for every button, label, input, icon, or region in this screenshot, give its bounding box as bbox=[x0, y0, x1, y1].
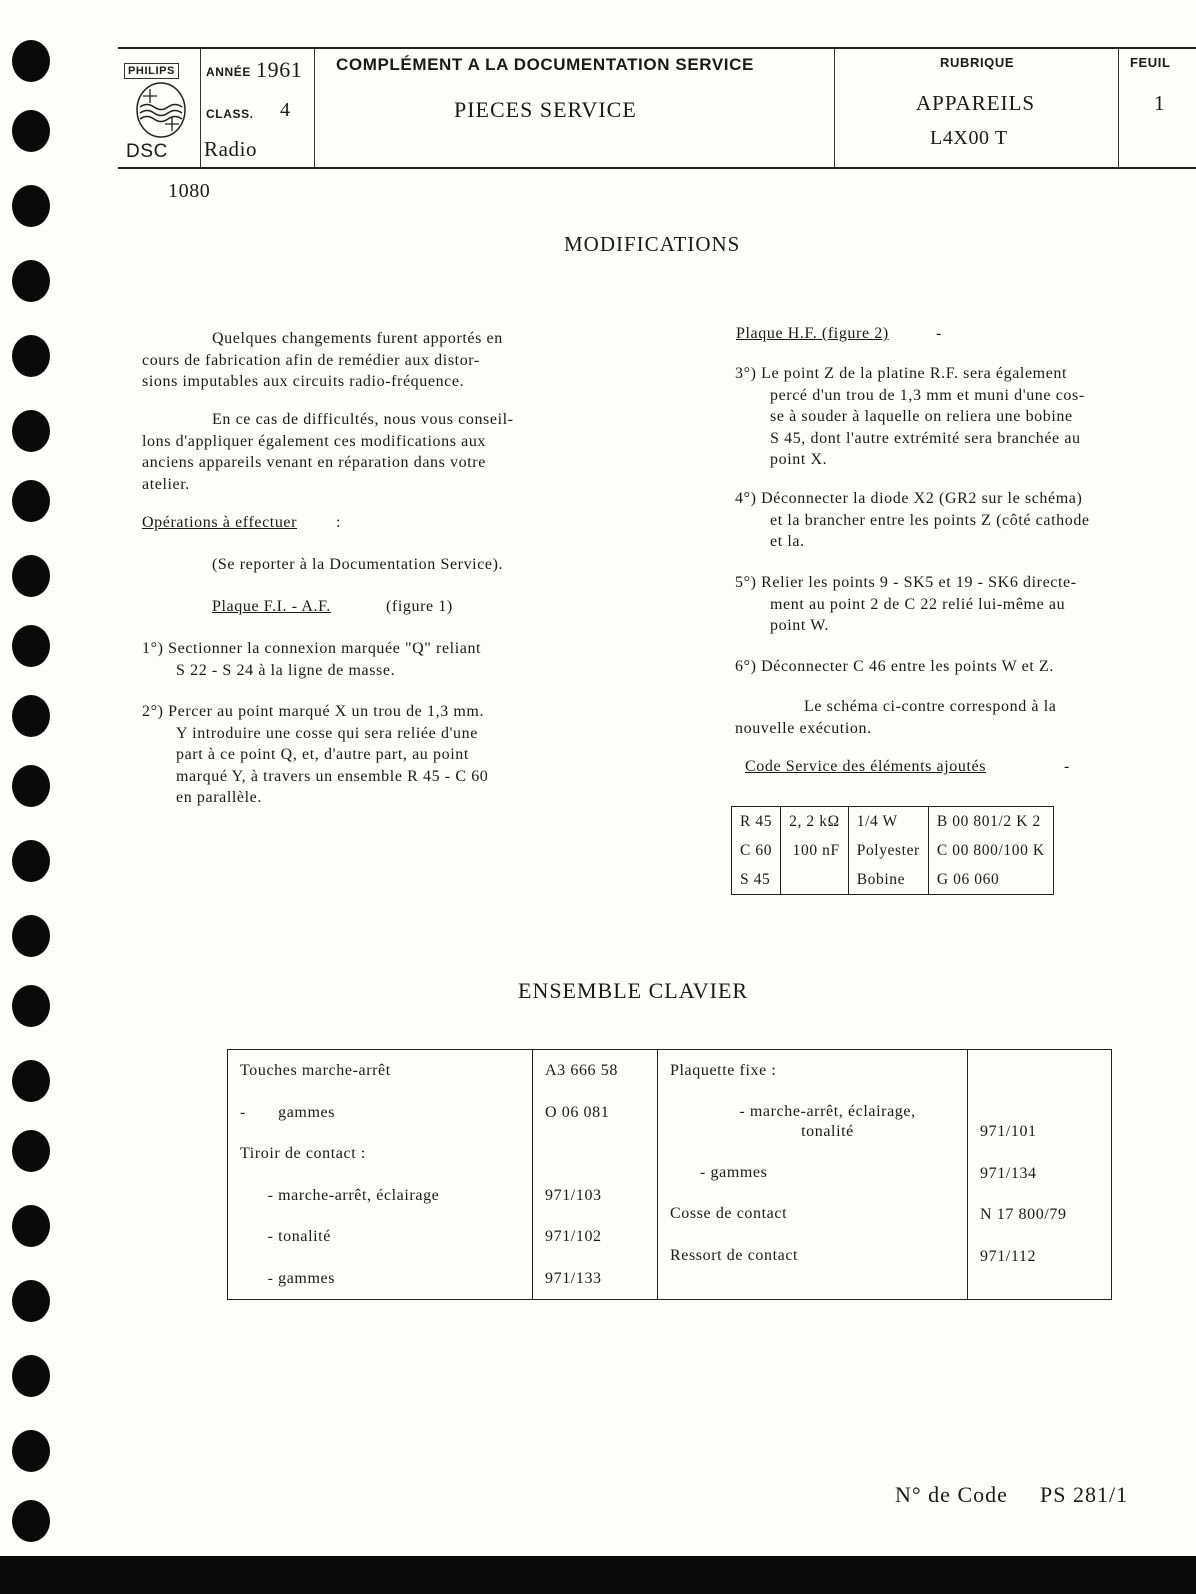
operations-colon: : bbox=[336, 514, 342, 531]
ref-number: 1080 bbox=[168, 180, 211, 202]
table-cell: N 17 800/79 bbox=[980, 1206, 1067, 1223]
binder-hole bbox=[12, 1500, 50, 1542]
table-cell: Touches marche-arrêt bbox=[240, 1062, 391, 1079]
ensemble-title: ENSEMBLE CLAVIER bbox=[518, 978, 749, 1003]
intro-paragraph: Quelques changements furent apportés en bbox=[212, 330, 503, 347]
binder-hole bbox=[12, 1130, 50, 1172]
plaque-hf-heading: Plaque H.F. (figure 2) bbox=[736, 325, 889, 342]
table-cell: 971/133 bbox=[545, 1269, 602, 1287]
table-cell: 971/134 bbox=[980, 1164, 1037, 1182]
table-cell: Ressort de contact bbox=[670, 1246, 799, 1264]
operations-reference: (Se reporter à la Documentation Service). bbox=[212, 556, 504, 573]
binder-hole bbox=[12, 40, 50, 82]
binder-hole bbox=[12, 840, 50, 882]
table-cell: 971/101 bbox=[980, 1122, 1037, 1140]
table-cell bbox=[980, 1050, 1099, 1092]
binder-hole bbox=[12, 1430, 50, 1472]
schema-note: Le schéma ci-contre correspond à la bbox=[804, 698, 1057, 715]
table-cell: Plaquette fixe : bbox=[670, 1062, 777, 1079]
binder-hole bbox=[12, 1280, 50, 1322]
class-value: 4 bbox=[280, 99, 291, 121]
binder-hole bbox=[12, 915, 50, 957]
feuil-value: 1 bbox=[1154, 91, 1166, 115]
table-cell: - gammes bbox=[700, 1163, 768, 1181]
table-cell: O 06 081 bbox=[545, 1103, 610, 1121]
step-4: et la brancher entre les points Z (côté cathode bbox=[770, 511, 1090, 529]
table-cell: 100 nF bbox=[781, 836, 849, 865]
table-row bbox=[732, 807, 1054, 837]
step-2: part à ce point Q, et, d'autre part, au point bbox=[176, 746, 469, 763]
table-cell: A3 666 58 bbox=[545, 1062, 618, 1079]
binder-hole bbox=[12, 1205, 50, 1247]
binder-hole bbox=[12, 695, 50, 737]
table-cell: - gammes bbox=[240, 1103, 336, 1121]
table-cell: Polyester bbox=[848, 836, 928, 865]
header-block bbox=[118, 47, 1196, 169]
step-3: se à souder à laquelle on reliera une bobine bbox=[770, 408, 1073, 425]
table-cell: - marche-arrêt, éclairage, bbox=[739, 1102, 916, 1120]
table-cell: 971/112 bbox=[980, 1247, 1037, 1265]
step-3: point X. bbox=[770, 451, 828, 468]
binder-hole bbox=[12, 555, 50, 597]
binder-hole bbox=[12, 110, 50, 152]
table-cell: Tiroir de contact : bbox=[240, 1145, 366, 1162]
dsc-label: DSC bbox=[126, 141, 168, 162]
step-2: en parallèle. bbox=[176, 789, 262, 806]
table-cell: S 45 bbox=[732, 865, 781, 895]
table-cell bbox=[545, 1133, 645, 1175]
binder-hole bbox=[12, 480, 50, 522]
table-cell: 971/102 bbox=[545, 1228, 602, 1245]
category: Radio bbox=[204, 137, 258, 161]
binder-hole bbox=[12, 185, 50, 227]
table-cell: Cosse de contact bbox=[670, 1205, 788, 1222]
class-label: CLASS. bbox=[206, 107, 254, 121]
step-1: S 22 - S 24 à la ligne de masse. bbox=[176, 661, 396, 679]
step-1: 1°) Sectionner la connexion marquée "Q" reliant bbox=[142, 640, 482, 657]
table-cell: 2, 2 kΩ bbox=[781, 807, 849, 837]
code-service-table bbox=[731, 806, 1054, 895]
table-row bbox=[732, 865, 1054, 895]
step-2: Y introduire une cosse qui sera reliée d'une bbox=[176, 724, 478, 742]
table-cell: C 00 800/100 K bbox=[928, 836, 1053, 865]
binder-hole bbox=[12, 410, 50, 452]
table-cell: tonalité bbox=[801, 1122, 854, 1140]
doc-subtitle: PIECES SERVICE bbox=[454, 97, 637, 122]
step-2: 2°) Percer au point marqué X un trou de 1,3 mm. bbox=[142, 703, 485, 720]
table-cell: B 00 801/2 K 2 bbox=[928, 807, 1053, 837]
table-cell bbox=[781, 865, 849, 895]
binder-hole bbox=[12, 1060, 50, 1102]
philips-shield-logo bbox=[134, 81, 188, 139]
binder-hole bbox=[12, 260, 50, 302]
step-3: S 45, dont l'autre extrémité sera branchée au bbox=[770, 429, 1081, 447]
table-cell: C 60 bbox=[732, 836, 781, 865]
table-cell: - marche-arrêt, éclairage bbox=[240, 1186, 440, 1204]
code-service-dash: - bbox=[1064, 758, 1070, 775]
advice-paragraph: atelier. bbox=[142, 475, 190, 493]
table-cell: R 45 bbox=[732, 807, 781, 837]
binder-hole bbox=[12, 335, 50, 377]
plaque-fi-figure: (figure 1) bbox=[386, 598, 453, 615]
feuil-label: FEUIL bbox=[1130, 55, 1171, 70]
rubrique-line-1: APPAREILS bbox=[916, 91, 1036, 115]
step-4: et la. bbox=[770, 533, 805, 550]
code-number-label: N° de Code bbox=[895, 1482, 1008, 1507]
step-3: 3°) Le point Z de la platine R.F. sera également bbox=[735, 365, 1068, 382]
table-cell: 1/4 W bbox=[848, 807, 928, 837]
plaque-hf-dash: - bbox=[936, 325, 942, 342]
schema-note: nouvelle exécution. bbox=[735, 719, 872, 737]
step-5: 5°) Relier les points 9 - SK5 et 19 - SK6 directe- bbox=[735, 574, 1077, 591]
step-4: 4°) Déconnecter la diode X2 (GR2 sur le schéma) bbox=[735, 490, 1083, 507]
section-title: MODIFICATIONS bbox=[564, 232, 741, 256]
code-number: PS 281/1 bbox=[1040, 1482, 1129, 1507]
ensemble-clavier-table bbox=[227, 1049, 1112, 1300]
table-cell: - gammes bbox=[240, 1269, 336, 1287]
binder-hole bbox=[12, 985, 50, 1027]
rubrique-line-2: L4X00 T bbox=[930, 127, 1008, 149]
scan-edge bbox=[0, 1556, 1196, 1594]
intro-paragraph: cours de fabrication afin de remédier aux distor- bbox=[142, 351, 480, 369]
annee-label: ANNÉE bbox=[206, 65, 252, 79]
advice-paragraph: anciens appareils venant en réparation dans votre bbox=[142, 454, 486, 471]
philips-logo-text: PHILIPS bbox=[124, 63, 179, 79]
step-3: percé d'un trou de 1,3 mm et muni d'une cos- bbox=[770, 386, 1085, 404]
annee-value: 1961 bbox=[256, 57, 303, 82]
plaque-fi-heading: Plaque F.I. - A.F. bbox=[212, 598, 331, 615]
table-cell: - tonalité bbox=[240, 1228, 331, 1245]
operations-heading: Opérations à effectuer bbox=[142, 514, 298, 531]
intro-paragraph: sions imputables aux circuits radio-fréquence. bbox=[142, 373, 465, 390]
code-service-heading: Code Service des éléments ajoutés bbox=[745, 758, 987, 775]
step-5: ment au point 2 de C 22 relié lui-même au bbox=[770, 595, 1066, 613]
table-cell: Bobine bbox=[848, 865, 928, 895]
table-cell: 971/103 bbox=[545, 1186, 602, 1204]
binder-hole bbox=[12, 1355, 50, 1397]
advice-paragraph: En ce cas de difficultés, nous vous conseil- bbox=[212, 411, 514, 428]
advice-paragraph: lons d'appliquer également ces modifications aux bbox=[142, 432, 487, 450]
step-6: 6°) Déconnecter C 46 entre les points W et Z. bbox=[735, 658, 1054, 675]
rubrique-label: RUBRIQUE bbox=[940, 55, 1015, 70]
doc-title: COMPLÉMENT A LA DOCUMENTATION SERVICE bbox=[336, 55, 754, 74]
step-5: point W. bbox=[770, 617, 830, 634]
table-cell: G 06 060 bbox=[928, 865, 1053, 895]
binder-hole bbox=[12, 765, 50, 807]
step-2: marqué Y, à travers un ensemble R 45 - C 60 bbox=[176, 767, 489, 785]
binder-hole bbox=[12, 625, 50, 667]
table-row bbox=[732, 836, 1054, 865]
